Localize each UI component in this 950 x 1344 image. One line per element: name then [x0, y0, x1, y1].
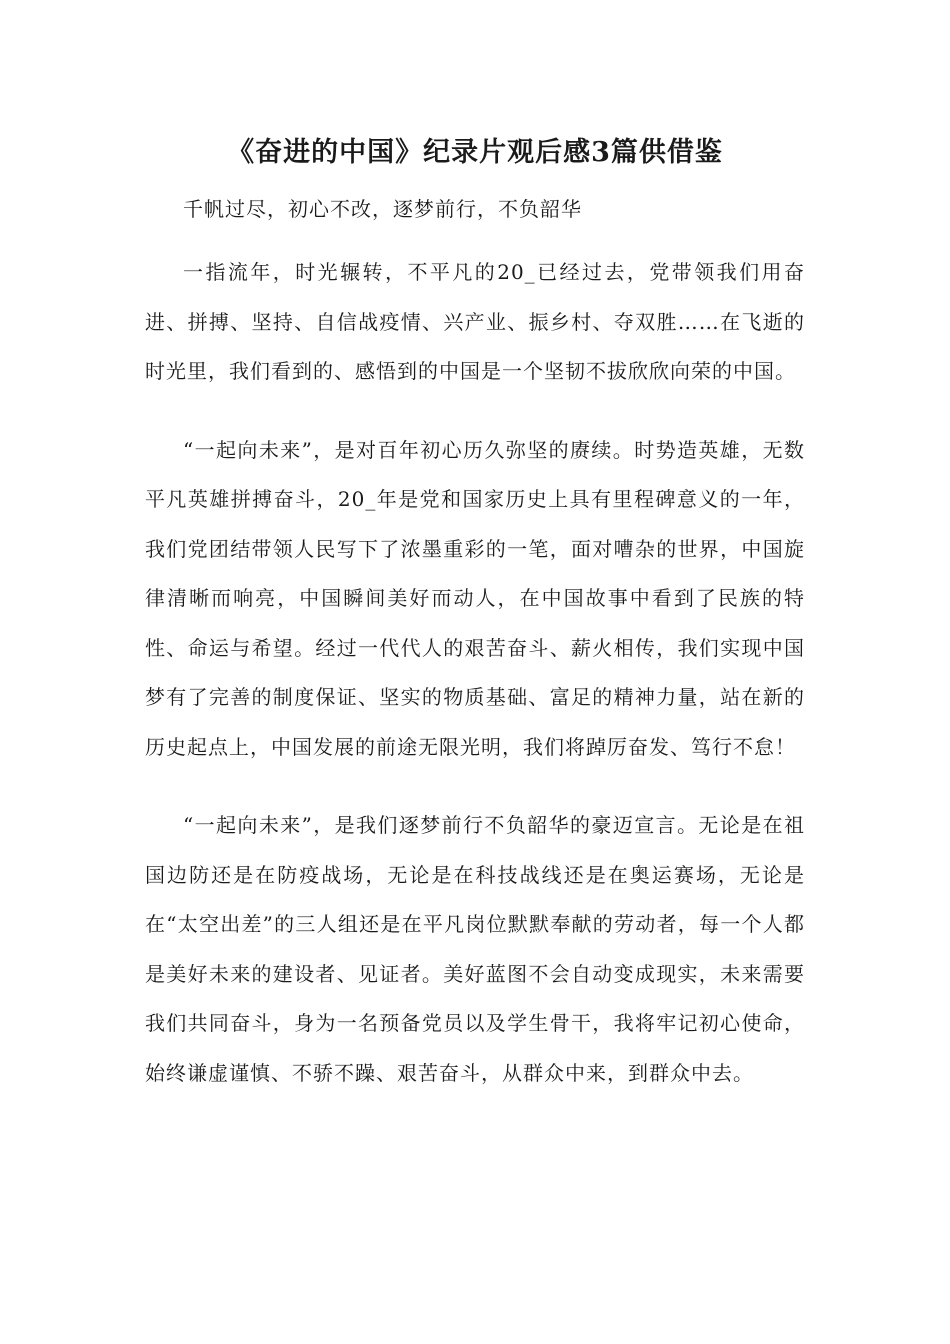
document-title: 《奋进的中国》纪录片观后感3篇供借鉴 — [227, 137, 723, 168]
body-paragraph-2: “一起向未来”，是对百年初心历久弥坚的赓续。时势造英雄，无数平凡英雄拼搏奋斗，20_年是党和国家历史上具有里程碑意义的一年，我们党团结带领人民写下了浓墨重彩的一笔，面对嘈杂的世界，中国旋律清晰而响亮，中国瞬间美好而动人，在中国故事中看到了民族的特性、命运与希望。经过一代代人的艰苦奋斗、薪火相传，我们实现中国梦有了完善的制度保证、坚实的物质基础、富足的精神力量，站在新的历史起点上，中国发展的前途无限光明，我们将踔厉奋发、笃行不怠！ — [145, 437, 805, 759]
document-subtitle: 千帆过尽，初心不改，逐梦前行，不负韶华 — [183, 197, 582, 221]
body-paragraph-3: “一起向未来”，是我们逐梦前行不负韶华的豪迈宣言。无论是在祖国边防还是在防疫战场，无论是在科技战线还是在奥运赛场，无论是在“太空出差”的三人组还是在平凡岗位默默奉献的劳动者，每一个人都是美好未来的建设者、见证者。美好蓝图不会自动变成现实，未来需要我们共同奋斗，身为一名预备党员以及学生骨干，我将牢记初心使命，始终谦虚谨慎、不骄不躁、艰苦奋斗，从群众中来，到群众中去。 — [145, 813, 805, 1085]
body-paragraph-1: 一指流年，时光辗转，不平凡的20_已经过去，党带领我们用奋进、拼搏、坚持、自信战疫情、兴产业、振乡村、夺双胜……在飞逝的时光里，我们看到的、感悟到的中国是一个坚韧不拔欣欣向荣的中国。 — [145, 260, 805, 383]
